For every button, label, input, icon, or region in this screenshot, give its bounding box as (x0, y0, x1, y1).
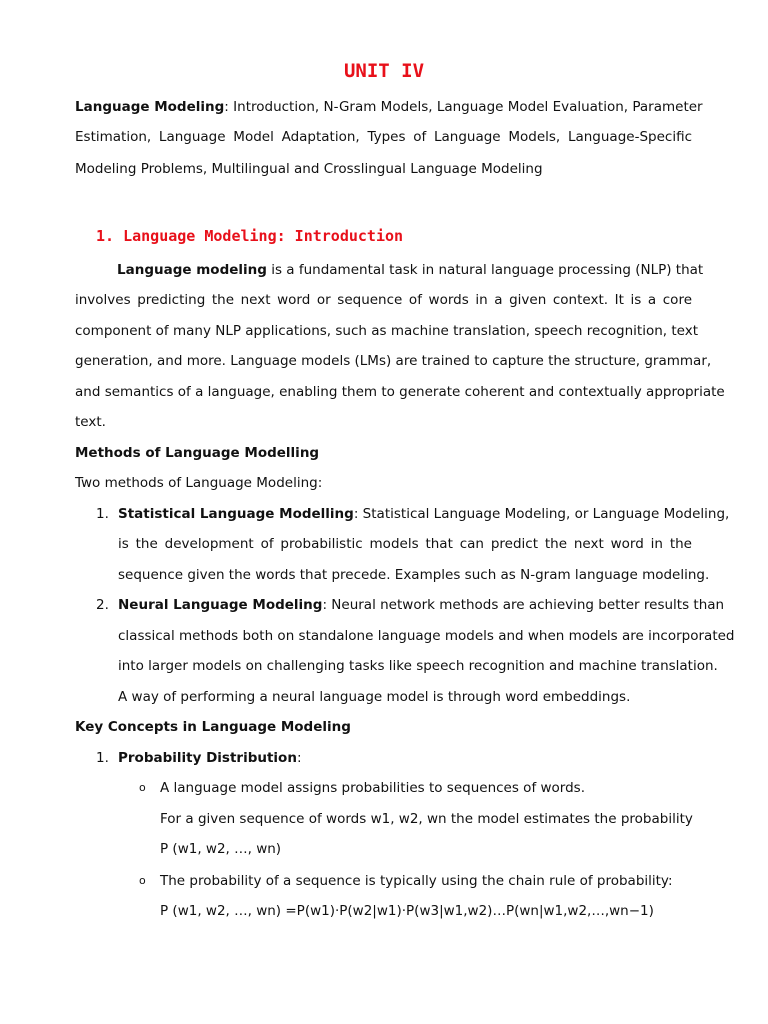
bullet-1-line-2: For a given sequence of words w1, w2, wn the model estimates the probability (160, 811, 693, 827)
para-line-4: generation, and more. Language models (LMs) are trained to capture the structure, grammar, (75, 353, 712, 369)
method-1-line-1 (118, 505, 730, 523)
method-2-line-3: into larger models on challenging tasks like speech recognition and machine translation. (118, 658, 718, 674)
methods-intro: Two methods of Language Modeling: (75, 475, 323, 491)
method-2-title: Neural Language Modeling (118, 597, 323, 613)
para-line-1 (117, 261, 704, 279)
method-2-line-2: classical methods both on standalone language models and when models are incorporated (118, 628, 735, 644)
para-line-6: text. (75, 414, 106, 430)
intro-text-1: Introduction, N-Gram Models, Language Model Evaluation, Parameter (228, 99, 703, 115)
bullet-1-line-1: A language model assigns probabilities to sequences of words. (160, 780, 585, 796)
para-bold-term: Language modeling (117, 262, 267, 278)
intro-colon: : (224, 99, 229, 115)
method-1-line-1-text: : Statistical Language Modeling, or Language Modeling, (353, 506, 730, 522)
key-concepts-heading: Key Concepts in Language Modeling (75, 719, 351, 735)
intro-line-1 (75, 98, 703, 116)
para-line-1-text: is a fundamental task in natural language processing (NLP) that (266, 262, 704, 278)
para-line-2: involves predicting the next word or sequence of words in a given context. It is a core (75, 292, 692, 308)
concept-1-colon: : (296, 750, 302, 766)
method-2-number: 2. (96, 597, 109, 613)
bullet-1-marker: o (139, 781, 146, 794)
intro-label: Language Modeling (75, 99, 225, 115)
section-number: 1. (96, 227, 115, 245)
intro-line-3: Modeling Problems, Multilingual and Crosslingual Language Modeling (75, 161, 543, 177)
intro-line-2: Estimation, Language Model Adaptation, Types of Language Models, Language-Specific (75, 129, 692, 145)
para-line-3: component of many NLP applications, such as machine translation, speech recognition, text (75, 323, 698, 339)
bullet-1-line-3: P (w1, w2, …, wn) (160, 841, 282, 857)
method-2-line-1-text: : Neural network methods are achieving better results than (322, 597, 725, 613)
bullet-2-line-1: The probability of a sequence is typically using the chain rule of probability: (160, 873, 673, 889)
concept-1-number: 1. (96, 750, 109, 766)
bullet-2-marker: o (139, 874, 146, 887)
methods-heading: Methods of Language Modelling (75, 445, 320, 461)
method-2-line-4: A way of performing a neural language model is through word embeddings. (118, 689, 631, 705)
concept-1-title: Probability Distribution (118, 750, 297, 766)
bullet-2-line-2: P (w1, w2, …, wn) =P(w1)·P(w2|w1)·P(w3|w1,w2)…P(wn|w1,w2,…,wn−1) (160, 903, 654, 919)
method-1-number: 1. (96, 506, 109, 522)
method-2-line-1 (118, 596, 725, 614)
method-1-title: Statistical Language Modelling (118, 506, 354, 522)
method-1-line-2: is the development of probabilistic models that can predict the next word in the (118, 536, 692, 552)
section-heading (96, 227, 403, 245)
unit-title: UNIT IV (343, 60, 425, 82)
concept-1-line (118, 749, 302, 767)
para-line-5: and semantics of a language, enabling them to generate coherent and contextually appropriate (75, 384, 725, 400)
section-title: Language Modeling: Introduction (123, 227, 404, 245)
method-1-line-3: sequence given the words that precede. Examples such as N-gram language modeling. (118, 567, 710, 583)
